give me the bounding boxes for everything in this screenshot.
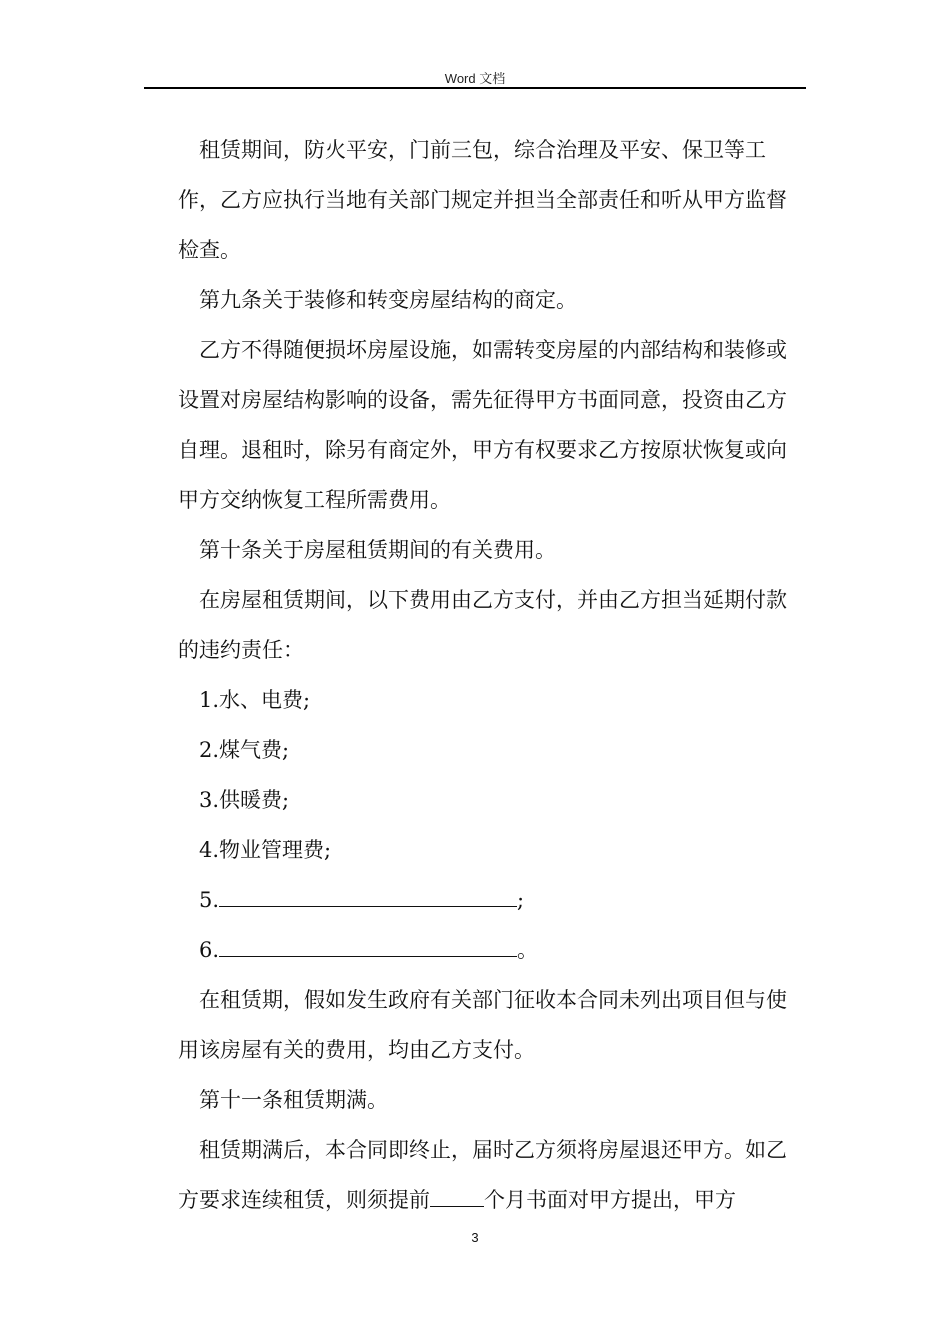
page-number: 3 [471, 1230, 479, 1245]
list-item-1: 1.水、电费; [199, 688, 311, 712]
list-item-2: 2.煤气费; [199, 738, 290, 762]
paragraph-1: 租赁期间，防火平安，门前三包，综合治理及平安、保卫等工作，乙方应执行当地有关部门规定并担当全部责任和听从甲方监督检查。 [178, 138, 787, 262]
clause-9-heading: 第九条关于装修和转变房屋结构的商定。 [199, 288, 577, 312]
list-item-5-prefix: 5. [199, 888, 220, 912]
document-body [178, 125, 804, 1225]
paragraph-5-part2: 个月书面对甲方提出，甲方 [484, 1188, 736, 1212]
paragraph-5-part1: 租赁期满后，本合同即终止，届时乙方须将房屋退还甲方。如乙方要求连续租赁，则须提前 [178, 1138, 787, 1212]
list-item-6-suffix: 。 [517, 938, 539, 962]
list-item-5-suffix: ; [517, 888, 525, 912]
clause-11-heading: 第十一条租赁期满。 [199, 1088, 388, 1112]
page-header: Word 文档 [444, 71, 506, 86]
list-item-6-prefix: 6. [199, 938, 220, 962]
list-item-6 [178, 925, 804, 975]
fill-blank-line [219, 932, 517, 957]
clause-10-heading: 第十条关于房屋租赁期间的有关费用。 [199, 538, 556, 562]
list-item-4: 4.物业管理费; [199, 838, 332, 862]
paragraph-3: 在房屋租赁期间，以下费用由乙方支付，并由乙方担当延期付款的违约责任： [178, 588, 787, 662]
list-item-5 [178, 875, 804, 925]
list-item-3: 3.供暖费; [199, 788, 290, 812]
paragraph-4: 在租赁期，假如发生政府有关部门征收本合同未列出项目但与使用该房屋有关的费用，均由乙方支付。 [178, 988, 787, 1062]
paragraph-2: 乙方不得随便损坏房屋设施，如需转变房屋的内部结构和装修或设置对房屋结构影响的设备，需先征得甲方书面同意，投资由乙方自理。退租时，除另有商定外，甲方有权要求乙方按原状恢复或向甲方交纳恢复工程所需费用。 [178, 338, 787, 512]
fill-blank-line [219, 882, 517, 907]
header-divider [144, 87, 806, 89]
fill-blank-short [430, 1182, 484, 1207]
paragraph-5 [178, 1125, 804, 1225]
